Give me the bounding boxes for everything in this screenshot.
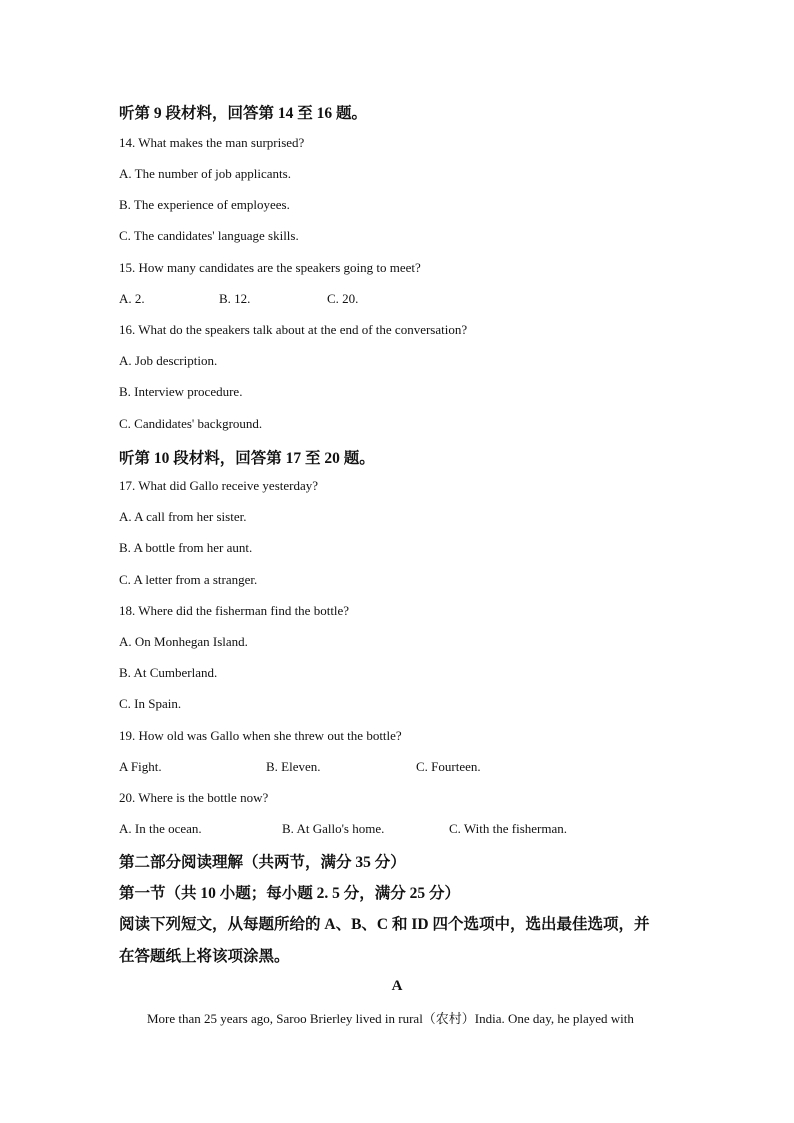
passage-label: A: [391, 978, 403, 994]
option-16a: A. Job description.: [119, 353, 218, 368]
question-15: 15. How many candidates are the speakers going to meet?: [119, 260, 421, 275]
option-16c: C. Candidates' background.: [119, 416, 263, 431]
option-20c: C. With the fisherman.: [449, 821, 568, 836]
option-20b: B. At Gallo's home.: [282, 821, 385, 836]
option-14c: C. The candidates' language skills.: [119, 228, 299, 243]
section-heading-9: 听第 9 段材料，回答第 14 至 16 题。: [119, 105, 368, 122]
question-14: 14. What makes the man surprised?: [119, 135, 305, 150]
question-18: 18. Where did the fisherman find the bottle?: [119, 603, 350, 618]
option-20a: A. In the ocean.: [119, 821, 202, 836]
option-15c: C. 20.: [327, 291, 359, 306]
option-17b: B. A bottle from her aunt.: [119, 540, 253, 555]
option-19c: C. Fourteen.: [416, 759, 481, 774]
option-19b: B. Eleven.: [266, 759, 321, 774]
option-15a: A. 2.: [119, 291, 145, 306]
question-16: 16. What do the speakers talk about at the end of the conversation?: [119, 322, 468, 337]
option-17c: C. A letter from a stranger.: [119, 572, 258, 587]
instruction-line-2: 在答题纸上将该项涂黑。: [119, 948, 290, 965]
option-18c: C. In Spain.: [119, 696, 182, 711]
option-17a: A. A call from her sister.: [119, 509, 247, 524]
option-18a: A. On Monhegan Island.: [119, 634, 248, 649]
option-16b: B. Interview procedure.: [119, 384, 243, 399]
option-18b: B. At Cumberland.: [119, 665, 218, 680]
question-17: 17. What did Gallo receive yesterday?: [119, 478, 319, 493]
question-19: 19. How old was Gallo when she threw out the bottle?: [119, 728, 402, 743]
option-19a: A Fight.: [119, 759, 162, 774]
section-one-title: 第一节（共 10 小题；每小题 2. 5 分，满分 25 分）: [119, 885, 461, 902]
question-20: 20. Where is the bottle now?: [119, 790, 269, 805]
section-heading-10: 听第 10 段材料，回答第 17 至 20 题。: [119, 450, 375, 467]
passage-text: More than 25 years ago, Saroo Brierley lived in rural（农村）India. One day, he played with: [147, 1011, 634, 1026]
option-14a: A. The number of job applicants.: [119, 166, 291, 181]
part-two-title: 第二部分阅读理解（共两节，满分 35 分）: [119, 854, 406, 871]
instruction-line-1: 阅读下列短文，从每题所给的 A、B、C 和 ID 四个选项中，选出最佳选项，并: [119, 916, 650, 933]
option-15b: B. 12.: [219, 291, 251, 306]
option-14b: B. The experience of employees.: [119, 197, 290, 212]
